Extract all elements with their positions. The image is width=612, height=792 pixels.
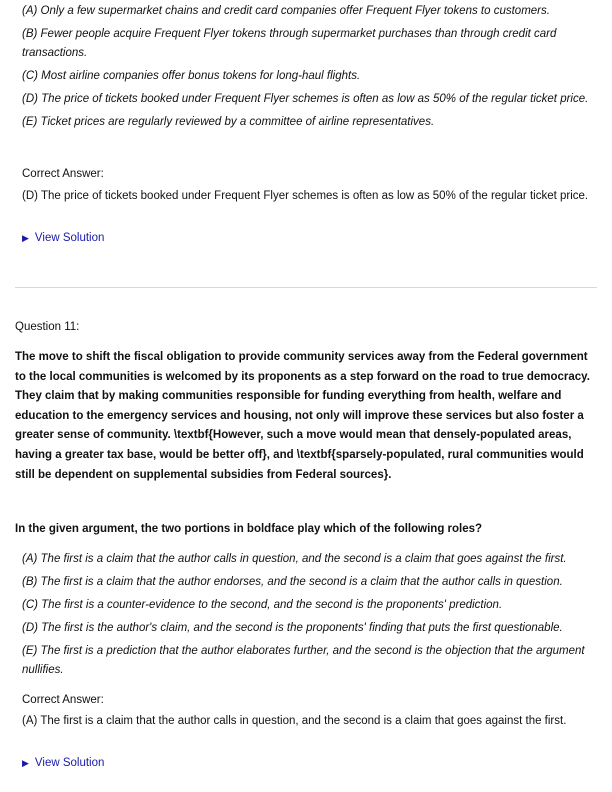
question-prompt: In the given argument, the two portions in boldface play which of the following roles? xyxy=(15,523,483,535)
option-a: (A) The first is a claim that the author calls in question, and the second is a claim that goes against the first. xyxy=(22,553,567,565)
correct-answer-label: Correct Answer: xyxy=(22,694,104,706)
disclosure-triangle-icon: ▶ xyxy=(22,758,29,768)
question-options xyxy=(22,550,592,684)
option-b: (B) The first is a claim that the author endorses, and the second is a claim that the author calls in question. xyxy=(22,576,563,588)
view-solution-link[interactable] xyxy=(22,230,104,246)
correct-answer-text: (A) The first is a claim that the author calls in question, and the second is a claim that goes against the first. xyxy=(22,715,567,727)
option-e: (E) Ticket prices are regularly reviewed by a committee of airline representatives. xyxy=(22,116,435,128)
question-stem: The move to shift the fiscal obligation to provide community services away from the Federal government to the local communities is welcomed by its proponents as a step forward on the road to true democracy. They claim that by making communities responsible for funding everything from health, welfare and education to the emergency services and housing, not only will improve these services but also foster a greater sense of community. \textbf{However, such a move would mean that densely-populated areas, having a greater tax base, would be better off}, and \textbf{sparsely-populated, rural communities would still be dependent on supplemental subsidies from Federal sources}. xyxy=(15,351,590,481)
prev-question-options xyxy=(22,2,592,136)
section-divider xyxy=(15,287,597,288)
option-d: (D) The price of tickets booked under Frequent Flyer schemes is often as low as 50% of the regular ticket price. xyxy=(22,93,589,105)
option-c: (C) Most airline companies offer bonus tokens for long-haul flights. xyxy=(22,70,361,82)
correct-answer-label: Correct Answer: xyxy=(22,168,104,180)
option-b: (B) Fewer people acquire Frequent Flyer tokens through supermarket purchases than through credit card transactions. xyxy=(22,28,557,59)
view-solution-link[interactable] xyxy=(22,755,104,771)
view-solution-label: View Solution xyxy=(34,757,105,769)
option-d: (D) The first is the author's claim, and the second is the proponents' finding that puts the first questionable. xyxy=(22,622,563,634)
question-title: Question 11: xyxy=(15,321,80,333)
option-e: (E) The first is a prediction that the author elaborates further, and the second is the objection that the argument nullifies. xyxy=(22,645,585,676)
correct-answer-text: (D) The price of tickets booked under Frequent Flyer schemes is often as low as 50% of the regular ticket price. xyxy=(22,190,589,202)
option-c: (C) The first is a counter-evidence to the second, and the second is the proponents' prediction. xyxy=(22,599,503,611)
disclosure-triangle-icon: ▶ xyxy=(22,233,29,243)
view-solution-label: View Solution xyxy=(34,232,105,244)
option-a: (A) Only a few supermarket chains and credit card companies offer Frequent Flyer tokens to customers. xyxy=(22,5,550,17)
